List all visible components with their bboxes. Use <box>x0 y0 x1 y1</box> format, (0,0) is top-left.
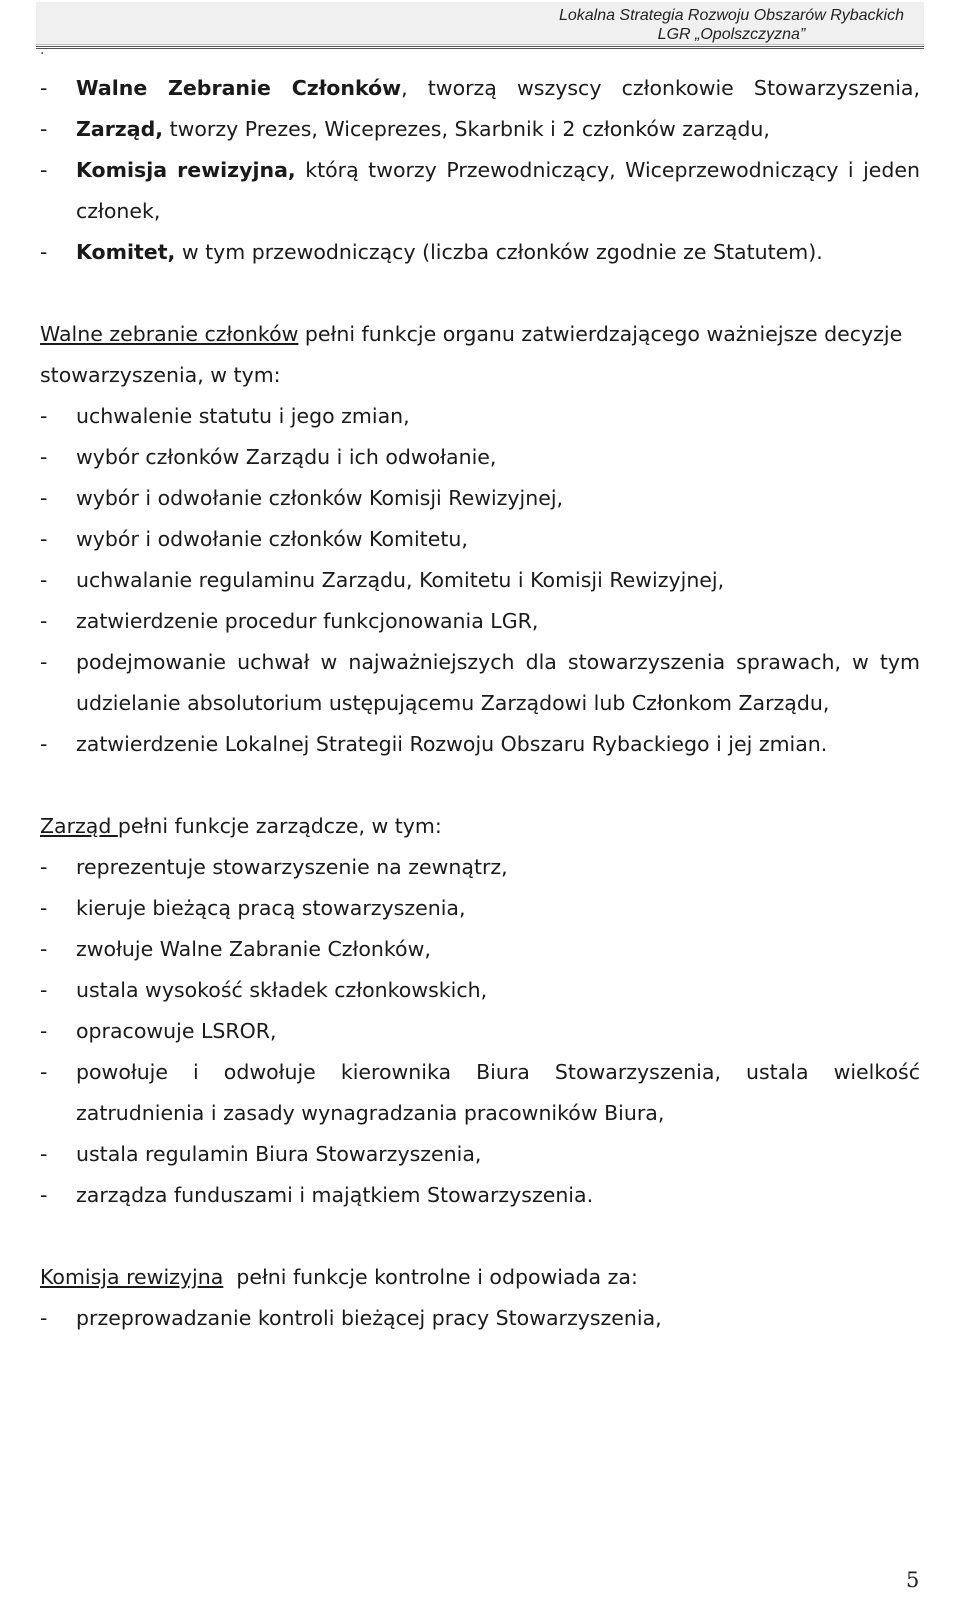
spacer <box>40 273 920 314</box>
list-item <box>40 109 920 150</box>
list-item: - wybór członków Zarządu i ich odwołanie, <box>40 437 920 478</box>
organ-description: którą tworzy Przewodniczący, Wiceprzewodniczący i jeden członek, <box>76 158 920 223</box>
list-item: - wybór i odwołanie członków Komisji Rewizyjnej, <box>40 478 920 519</box>
walne-paragraph <box>40 314 920 396</box>
list-item: - wybór i odwołanie członków Komitetu, <box>40 519 920 560</box>
komisja-paragraph <box>40 1257 920 1298</box>
header-line-2: LGR „Opolszczyzna” <box>657 26 806 43</box>
walne-list <box>40 396 920 765</box>
organ-name: Komitet, <box>76 240 176 264</box>
komisja-intro: pełni funkcje kontrolne i odpowiada za: <box>223 1265 638 1289</box>
organ-description: , tworzą wszyscy członkowie Stowarzyszenia, <box>401 76 920 100</box>
page-header <box>36 2 924 45</box>
organ-description: w tym przewodniczący (liczba członków zgodnie ze Statutem). <box>175 240 823 264</box>
spacer <box>40 1216 920 1257</box>
list-item: - zatwierdzenie procedur funkcjonowania LGR, <box>40 601 920 642</box>
list-item: - uchwalenie statutu i jego zmian, <box>40 396 920 437</box>
list-item: - opracowuje LSROR, <box>40 1011 920 1052</box>
header-title <box>559 6 904 44</box>
organs-list <box>40 68 920 273</box>
list-item <box>40 232 920 273</box>
zarzad-heading: Zarząd <box>40 814 118 838</box>
komisja-list <box>40 1298 920 1339</box>
list-item: - zarządza funduszami i majątkiem Stowarzyszenia. <box>40 1175 920 1216</box>
list-item: - zatwierdzenie Lokalnej Strategii Rozwoju Obszaru Rybackiego i jej zmian. <box>40 724 920 765</box>
page-number: 5 <box>906 1568 920 1592</box>
organ-name: Zarząd, <box>76 117 164 141</box>
list-item: - ustala wysokość składek członkowskich, <box>40 970 920 1011</box>
walne-heading: Walne zebranie członków <box>40 322 299 346</box>
top-mark: . <box>40 42 45 58</box>
zarzad-intro: pełni funkcje zarządcze, w tym: <box>117 814 442 838</box>
list-item: - uchwalanie regulaminu Zarządu, Komitetu i Komisji Rewizyjnej, <box>40 560 920 601</box>
list-item: - powołuje i odwołuje kierownika Biura Stowarzyszenia, ustala wielkość zatrudnienia i zasady wynagradzania pracowników Biura, <box>40 1052 920 1134</box>
zarzad-paragraph <box>40 806 920 847</box>
list-item: - przeprowadzanie kontroli bieżącej pracy Stowarzyszenia, <box>40 1298 920 1339</box>
header-divider <box>36 46 924 49</box>
list-item: - zwołuje Walne Zabranie Członków, <box>40 929 920 970</box>
organ-name: Walne Zebranie Członków <box>76 76 402 100</box>
list-item: - reprezentuje stowarzyszenie na zewnątrz, <box>40 847 920 888</box>
list-item: - podejmowanie uchwał w najważniejszych dla stowarzyszenia sprawach, w tym udzielanie absolutorium ustępującemu Zarządowi lub Członkom Zarządu, <box>40 642 920 724</box>
list-item: - kieruje bieżącą pracą stowarzyszenia, <box>40 888 920 929</box>
organ-name: Komisja rewizyjna, <box>76 158 296 182</box>
list-item <box>40 68 920 109</box>
document-body <box>40 68 920 1339</box>
header-line-1: Lokalna Strategia Rozwoju Obszarów Rybackich <box>558 7 904 24</box>
list-item: - ustala regulamin Biura Stowarzyszenia, <box>40 1134 920 1175</box>
organ-description: tworzy Prezes, Wiceprezes, Skarbnik i 2 członków zarządu, <box>163 117 770 141</box>
komisja-heading: Komisja rewizyjna <box>40 1265 224 1289</box>
spacer <box>40 765 920 806</box>
walne-intro: pełni funkcje organu zatwierdzającego ważniejsze decyzje stowarzyszenia, w tym: <box>40 322 903 387</box>
list-item <box>40 150 920 232</box>
zarzad-list <box>40 847 920 1216</box>
